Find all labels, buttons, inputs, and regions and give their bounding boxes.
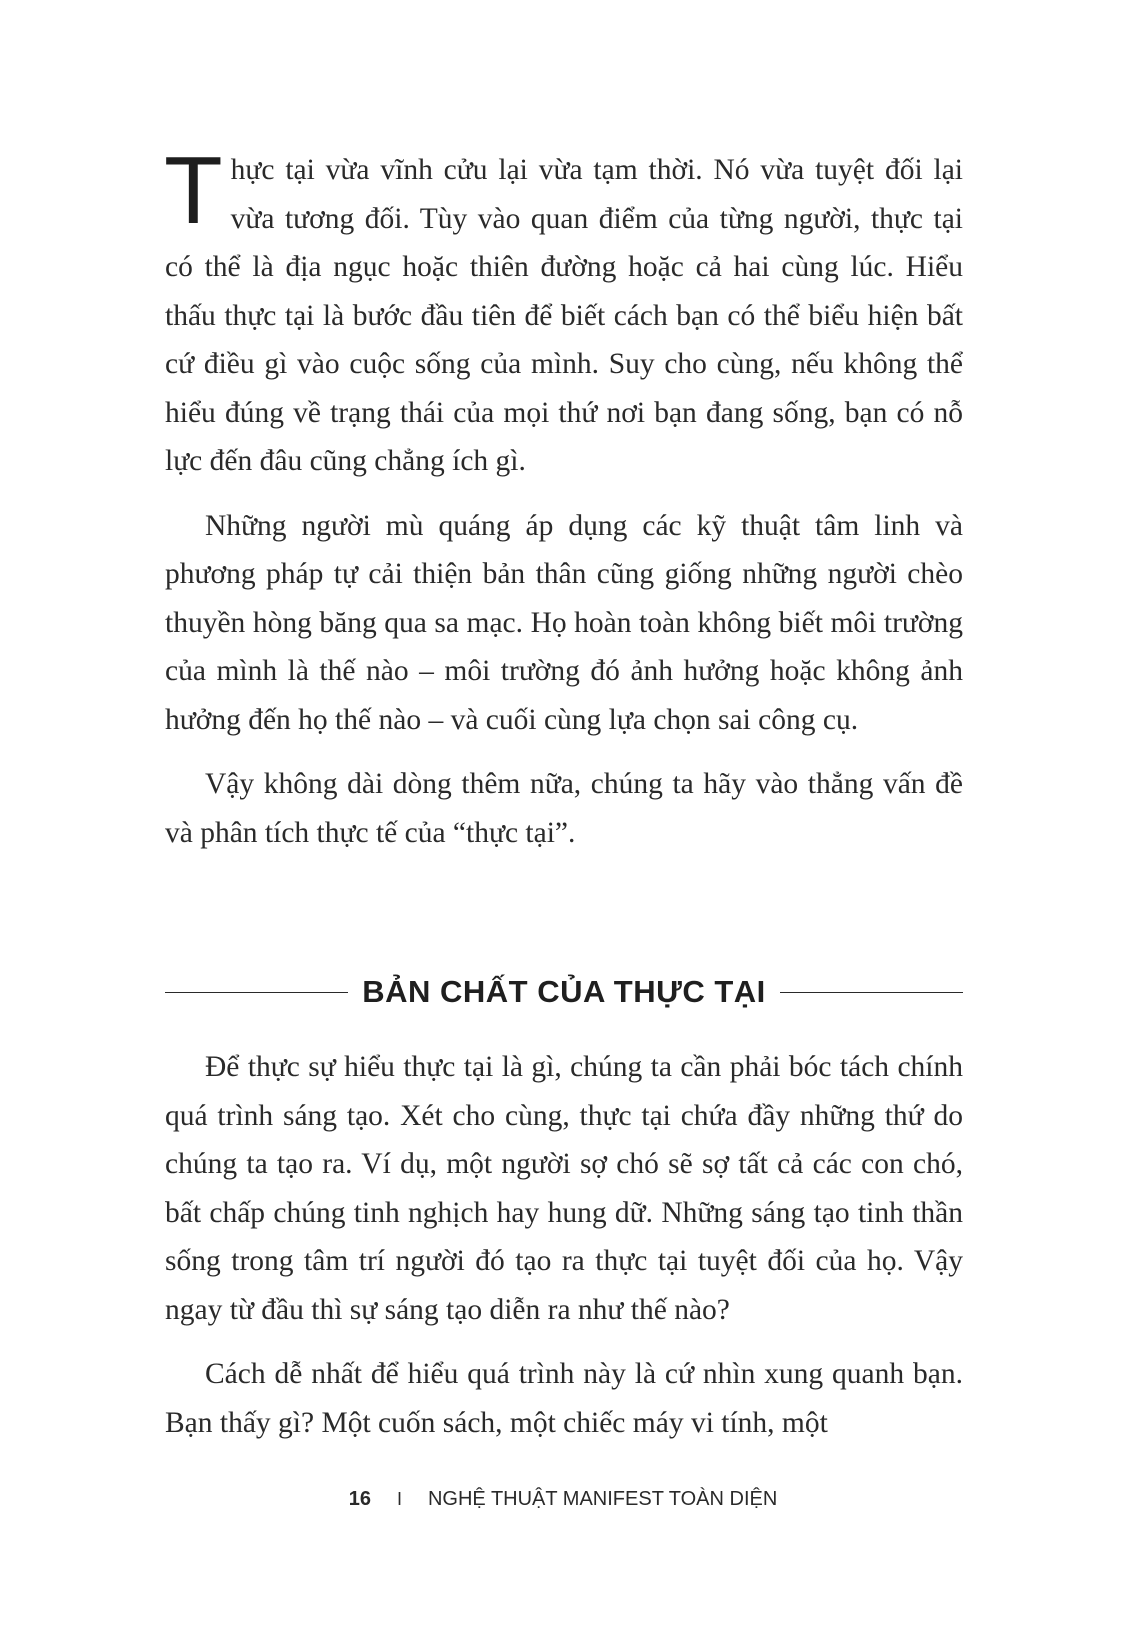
section-paragraph-2: Cách dễ nhất để hiểu quá trình này là cứ nhìn xung quanh bạn. Bạn thấy gì? Một cuốn sách, một chiếc máy vi tính, một [165,1358,963,1439]
book-title: NGHỆ THUẬT MANIFEST TOÀN DIỆN [427,1488,778,1510]
intro-paragraph-1 [164,137,963,486]
section-paragraph-1: Để thực sự hiểu thực tại là gì, chúng ta cần phải bóc tách chính quá trình sáng tạo. Xét cho cùng, thực tại chứa đầy những thứ do chúng ta tạo ra. Ví dụ, một người sợ chó sẽ sợ tất cả các con chó, bất chấp chúng tinh nghịch hay hung dữ. Những sáng tạo tinh thần sống trong tâm trí người đó tạo ra thực tại tuyệt đối của họ. Vậy ngay từ đầu thì sự sáng tạo diễn ra như thế nào? [165,1051,963,1326]
page-footer [0,1488,1126,1511]
page-number: 16 [348,1488,371,1510]
heading-rule-right [780,992,963,993]
footer-separator: I [396,1489,402,1509]
intro-paragraph-3: Vậy không dài dòng thêm nữa, chúng ta hãy vào thẳng vấn đề và phân tích thực tế của “thực tại”. [165,768,963,849]
drop-cap: T [164,137,223,244]
intro-text [164,137,963,873]
intro-paragraph-2: Những người mù quáng áp dụng các kỹ thuật tâm linh và phương pháp tự cải thiện bản thân cũng giống những người chèo thuyền hòng băng qua sa mạc. Họ hoàn toàn không biết môi trường của mình là thế nào – môi trường đó ảnh hưởng hoặc không ảnh hưởng đến họ thế nào – và cuối cùng lựa chọn sai công cụ. [165,509,963,736]
intro-paragraph-1-text: hực tại vừa vĩnh cửu lại vừa tạm thời. Nó vừa tuyệt đối lại vừa tương đối. Tùy vào quan điểm của từng người, thực tại có thể là địa ngục hoặc thiên đường hoặc cả hai cùng lúc. Hiểu thấu thực tại là bước đầu tiên để biết cách bạn có thể biểu hiện bất cứ điều gì vào cuộc sống của mình. Suy cho cùng, nếu không thể hiểu đúng về trạng thái của mọi thứ nơi bạn đang sống, bạn có nỗ lực đến đâu cũng chẳng ích gì. [165,154,963,477]
section-heading: BẢN CHẤT CỦA THỰC TẠI [362,974,766,1009]
section-text [165,1043,963,1463]
heading-rule-left [165,992,348,993]
section-heading-row [165,967,963,1017]
